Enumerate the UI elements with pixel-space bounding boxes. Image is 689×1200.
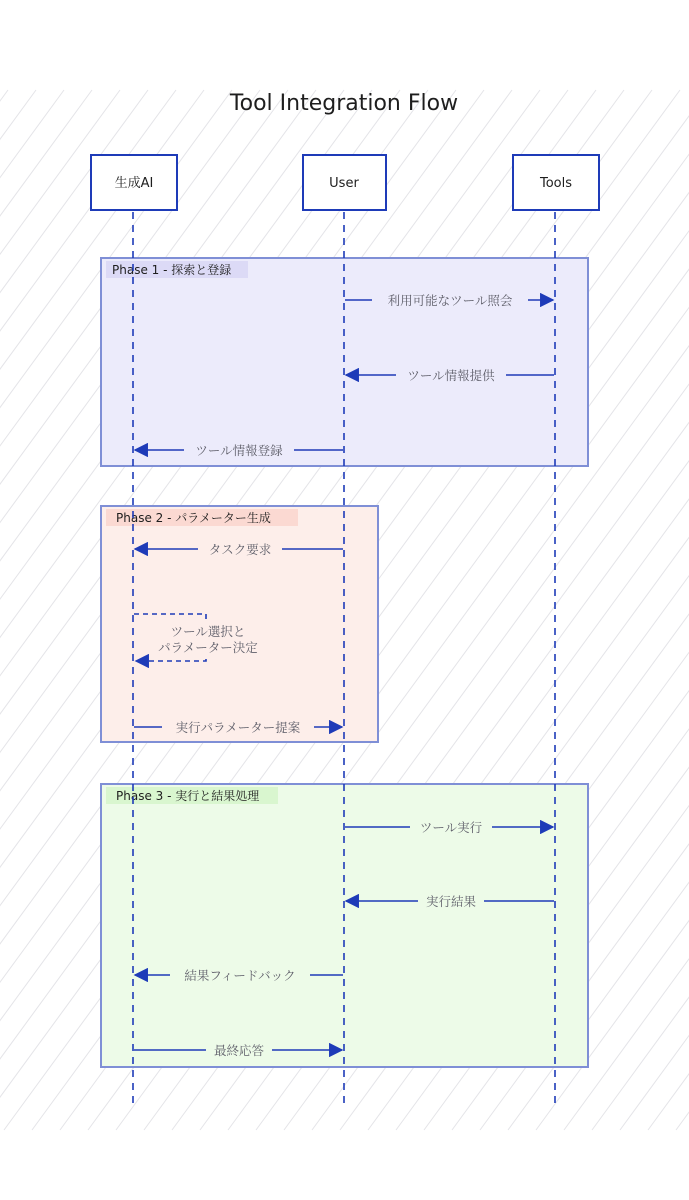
message-2-label: ツール情報提供 bbox=[407, 368, 495, 383]
actor-tools bbox=[513, 155, 599, 210]
diagram-title: Tool Integration Flow bbox=[229, 91, 459, 116]
message-3-label: ツール情報登録 bbox=[195, 443, 283, 458]
actor-ai-label: 生成AI bbox=[114, 176, 154, 191]
message-4-label: タスク要求 bbox=[208, 542, 272, 557]
hatch-line bbox=[648, 90, 689, 1130]
message-5-label-line-2: パラメーター決定 bbox=[158, 640, 258, 655]
hatch-line bbox=[620, 90, 689, 1130]
message-6-label: 実行パラメーター提案 bbox=[175, 720, 301, 735]
actor-tools-label: Tools bbox=[539, 176, 573, 191]
message-10-label: 最終応答 bbox=[213, 1043, 265, 1058]
hatch-line bbox=[592, 90, 689, 1130]
phase-2-label: Phase 2 - パラメーター生成 bbox=[116, 511, 271, 525]
message-9-label: 結果フィードバック bbox=[184, 968, 296, 983]
message-1-label: 利用可能なツール照会 bbox=[387, 293, 513, 308]
message-8-label: 実行結果 bbox=[425, 894, 477, 909]
actor-user bbox=[303, 155, 386, 210]
hatch-line bbox=[0, 90, 92, 1130]
actor-ai bbox=[91, 155, 177, 210]
message-7-label: ツール実行 bbox=[419, 820, 483, 835]
message-5-label-line-1: ツール選択と bbox=[170, 624, 246, 639]
message-1 bbox=[345, 291, 553, 309]
phase-1-label: Phase 1 - 探索と登録 bbox=[112, 263, 232, 277]
hatch-line bbox=[0, 90, 8, 1130]
message-6 bbox=[134, 718, 342, 736]
hatch-line bbox=[0, 90, 64, 1130]
actor-user-label: User bbox=[329, 176, 359, 191]
phase-3-label: Phase 3 - 実行と結果処理 bbox=[116, 789, 260, 803]
